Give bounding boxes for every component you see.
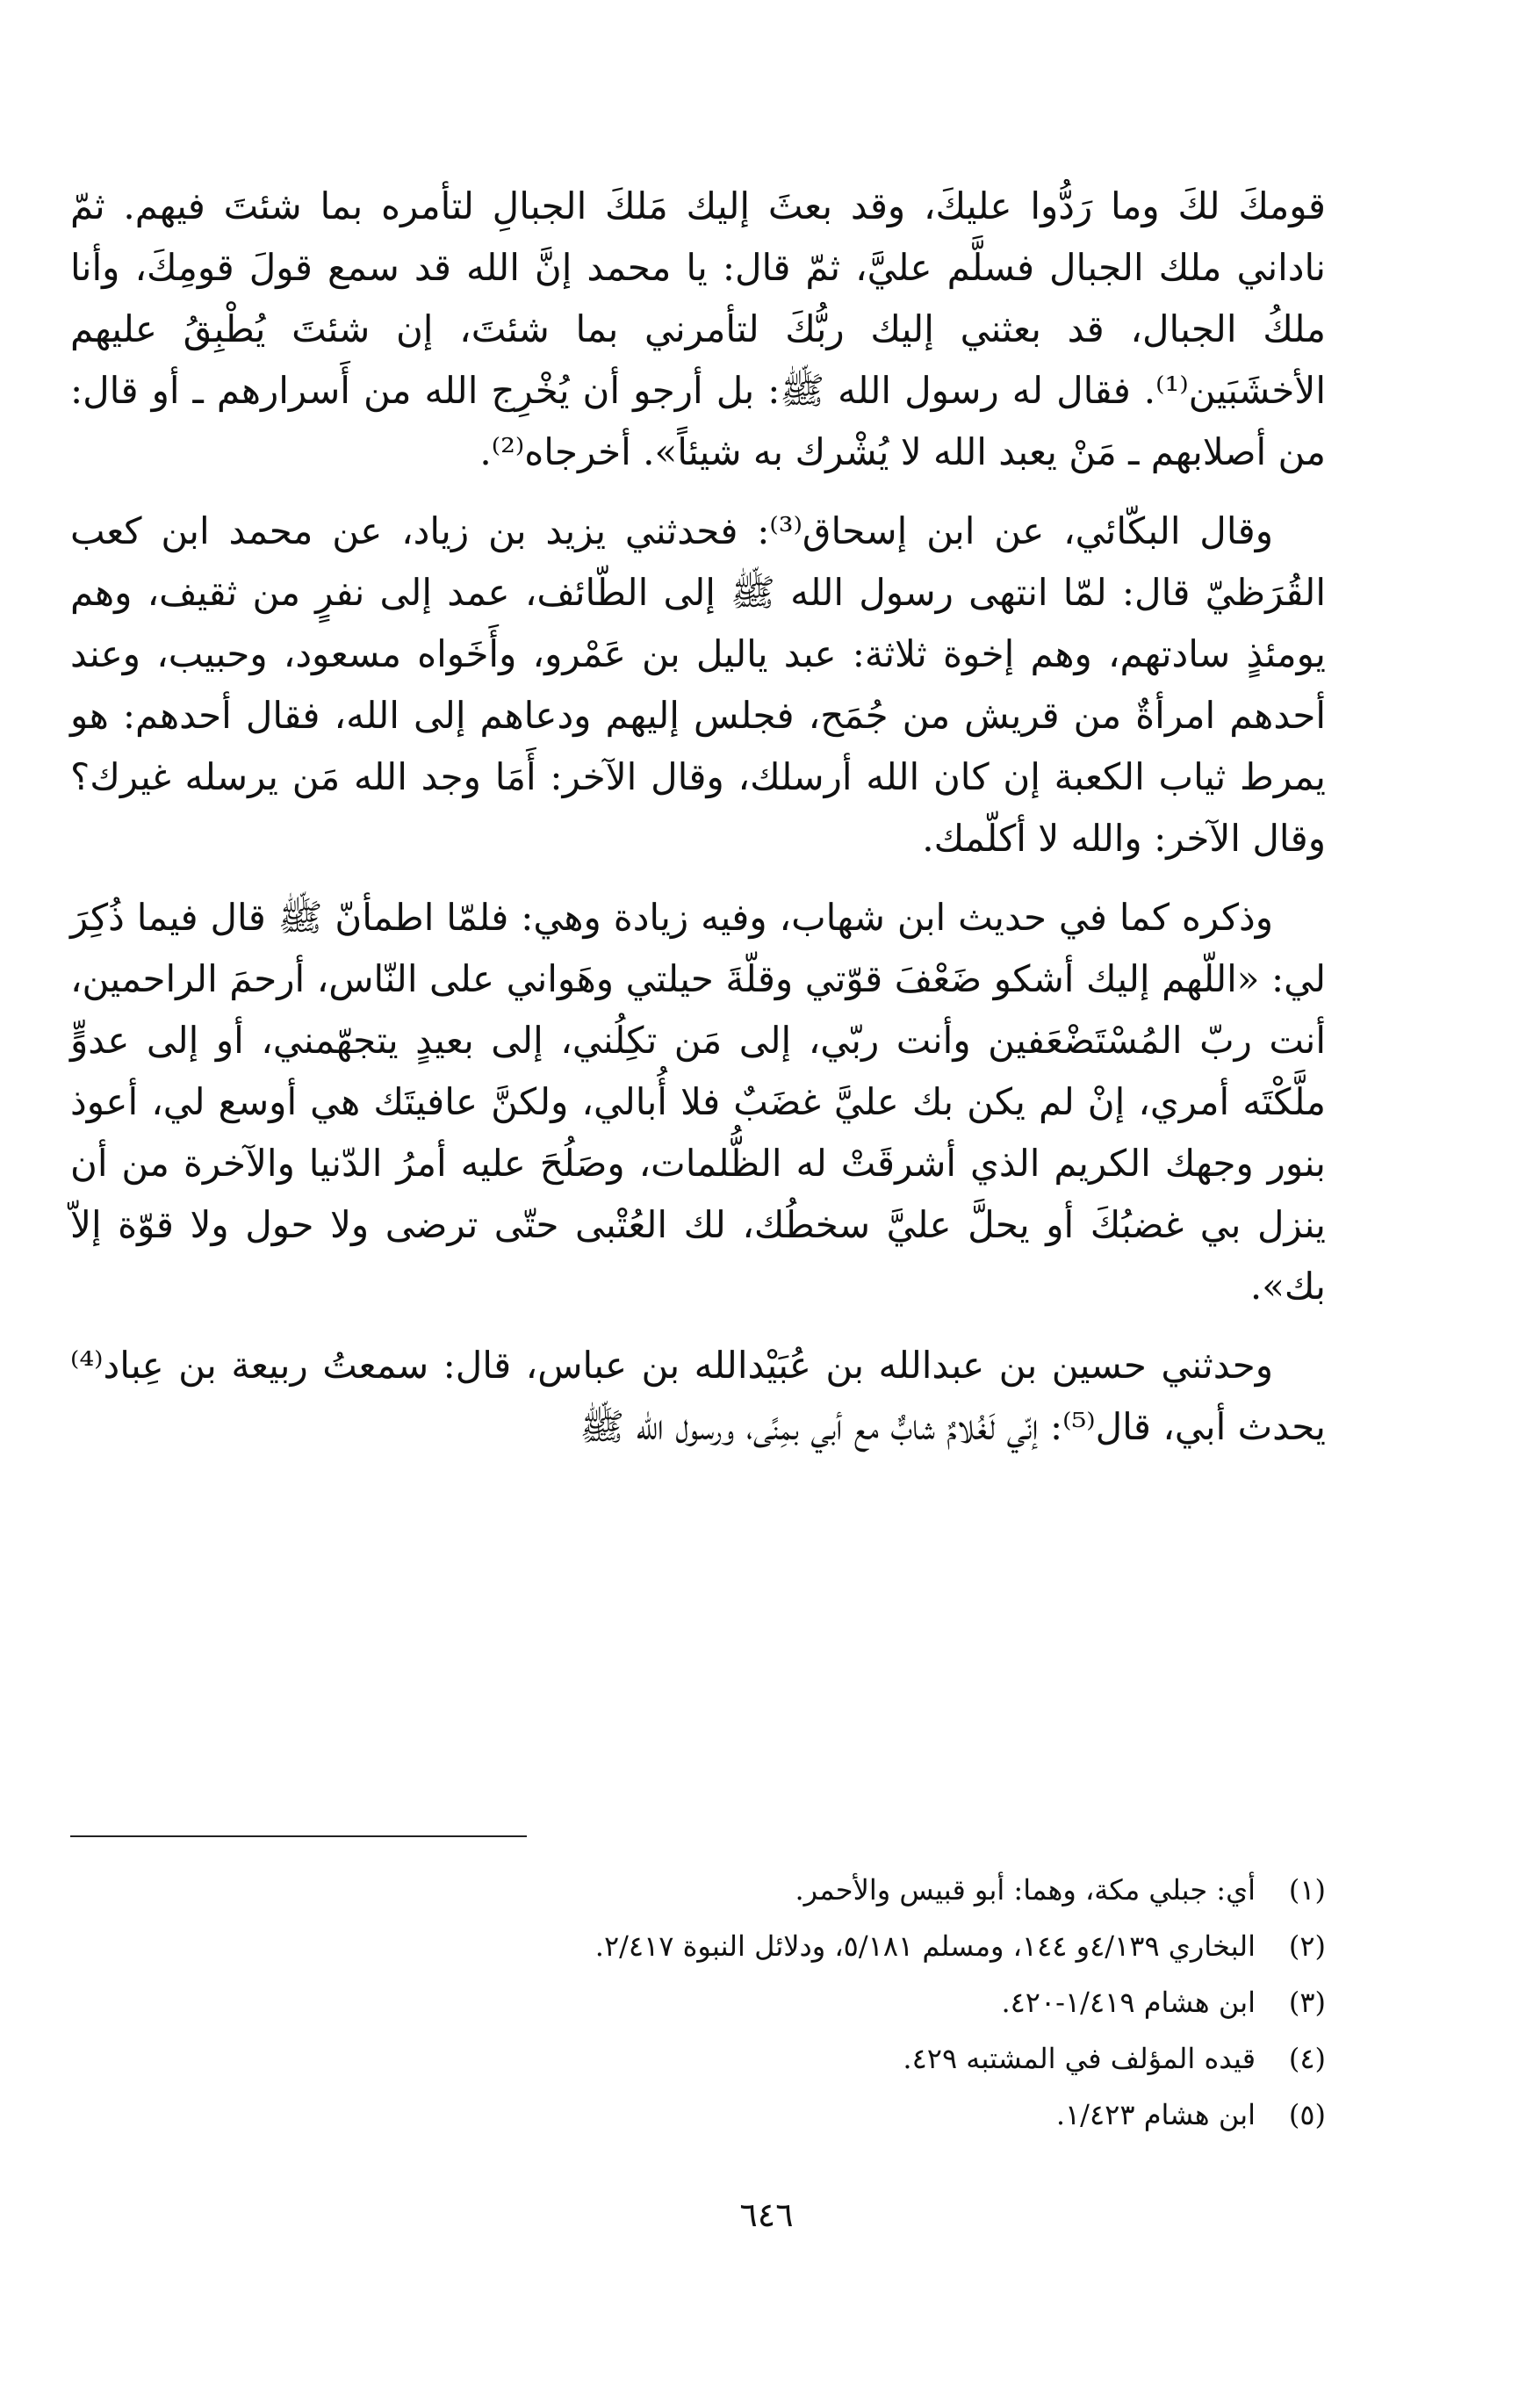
footnote-divider: [70, 1835, 527, 1837]
main-text: [70, 176, 1326, 1475]
footnote-number: (٢): [1288, 1929, 1326, 1963]
footnote-text: ابن هشام ١/٤٢٣.: [1055, 2098, 1256, 2131]
footnote-3: [70, 1974, 1326, 2030]
footnote-number: (١): [1288, 1873, 1326, 1907]
paragraph-3: وذكره كما في حديث ابن شهاب، وفيه زيادة وهي: فلمّا اطمأنّ ﷺ قال فيما ذُكِرَ لي: «اللّهم إليك أشكو ضَعْفَ قوّتي وقلّةَ حيلتي وهَواني على النّاس، أرحمَ الراحمين، أنت ربّ المُسْتَضْعَفين وأنت ربّي، إلى مَن تكِلُني، إلى بعيدٍ يتجهّمني، أو إلى عدوٍّ ملَّكْتَه أمري، إنْ لم يكن بك عليَّ غضَبٌ فلا أُبالي، ولكنَّ عافيتَك هي أوسع لي، أعوذ بنور وجهك الكريم الذي أشرقَتْ له الظُّلمات، وصَلُحَ عليه أمرُ الدّنيا والآخرة من أن ينزل بي غضبُكَ أو يحلَّ عليَّ سخطُك، لك العُتْبى حتّى ترضى ولا حول ولا قوّة إلاّ بك».: [70, 896, 1326, 1308]
footnote-1: [70, 1862, 1326, 1918]
footnote-number: (٤): [1288, 2042, 1326, 2075]
footnote-text: البخاري ٤/١٣٩و ١٤٤، ومسلم ٥/١٨١، ودلائل النبوة ٢/٤١٧.: [594, 1929, 1256, 1963]
page-number: ٦٤٦: [739, 2195, 794, 2234]
footnote-number: (٥): [1288, 2098, 1326, 2131]
footnote-text: أي: جبلي مكة، وهما: أبو قبيس والأحمر.: [795, 1873, 1256, 1907]
paragraph-4: وحدثني حسين بن عبدالله بن عُبَيْدالله بن عباس، قال: سمعتُ ربيعة بن عِباد⁽⁴⁾ يحدث أبي، قال⁽⁵⁾: إنّي لَغُلامٌ شابٌّ مع أبي بمِنًى، ورسول الله ﷺ: [70, 1344, 1326, 1448]
paragraph-2: وقال البكّائي، عن ابن إسحاق⁽³⁾: فحدثني يزيد بن زياد، عن محمد ابن كعب القُرَظيّ قال: لمّا انتهى رسول الله ﷺ إلى الطّائف، عمد إلى نفرٍ من ثقيف، وهم يومئذٍ سادتهم، وهم إخوة ثلاثة: عبد ياليل بن عَمْرو، وأَخَواه مسعود، وحبيب، وعند أحدهم امرأةٌ من قريش من جُمَح، فجلس إليهم ودعاهم إلى الله، فقال أحدهم: هو يمرط ثياب الكعبة إن كان الله أرسلك، وقال الآخر: أَمَا وجد الله مَن يرسله غيرك؟ وقال الآخر: والله لا أكلّمك.: [70, 509, 1326, 860]
footnote-text: ابن هشام ١/٤١٩-٤٢٠.: [1001, 1986, 1256, 2019]
paragraph-1: قومكَ لكَ وما رَدُّوا عليكَ، وقد بعثَ إليك مَلكَ الجبالِ لتأمره بما شئتَ فيهم. ثمّ ناداني ملك الجبال فسلَّم عليَّ، ثمّ قال: يا محمد إنَّ الله قد سمع قولَ قومِكَ، وأنا ملكُ الجبال، قد بعثني إليك ربُّكَ لتأمرني بما شئتَ، إن شئتَ يُطْبِقُ عليهم الأخشَبَين⁽¹⁾. فقال له رسول الله ﷺ: بل أرجو أن يُخْرِج الله من أَسرارهم ـ أو قال: من أصلابهم ـ مَنْ يعبد الله لا يُشْرك به شيئاً». أخرجاه⁽²⁾.: [70, 184, 1326, 473]
footnote-number: (٣): [1288, 1986, 1326, 2019]
footnote-5: [70, 2087, 1326, 2143]
footnote-2: [70, 1918, 1326, 1974]
footnote-text: قيده المؤلف في المشتبه ٤٢٩.: [903, 2042, 1256, 2075]
footnote-4: [70, 2030, 1326, 2087]
footnotes: [70, 1862, 1326, 2143]
